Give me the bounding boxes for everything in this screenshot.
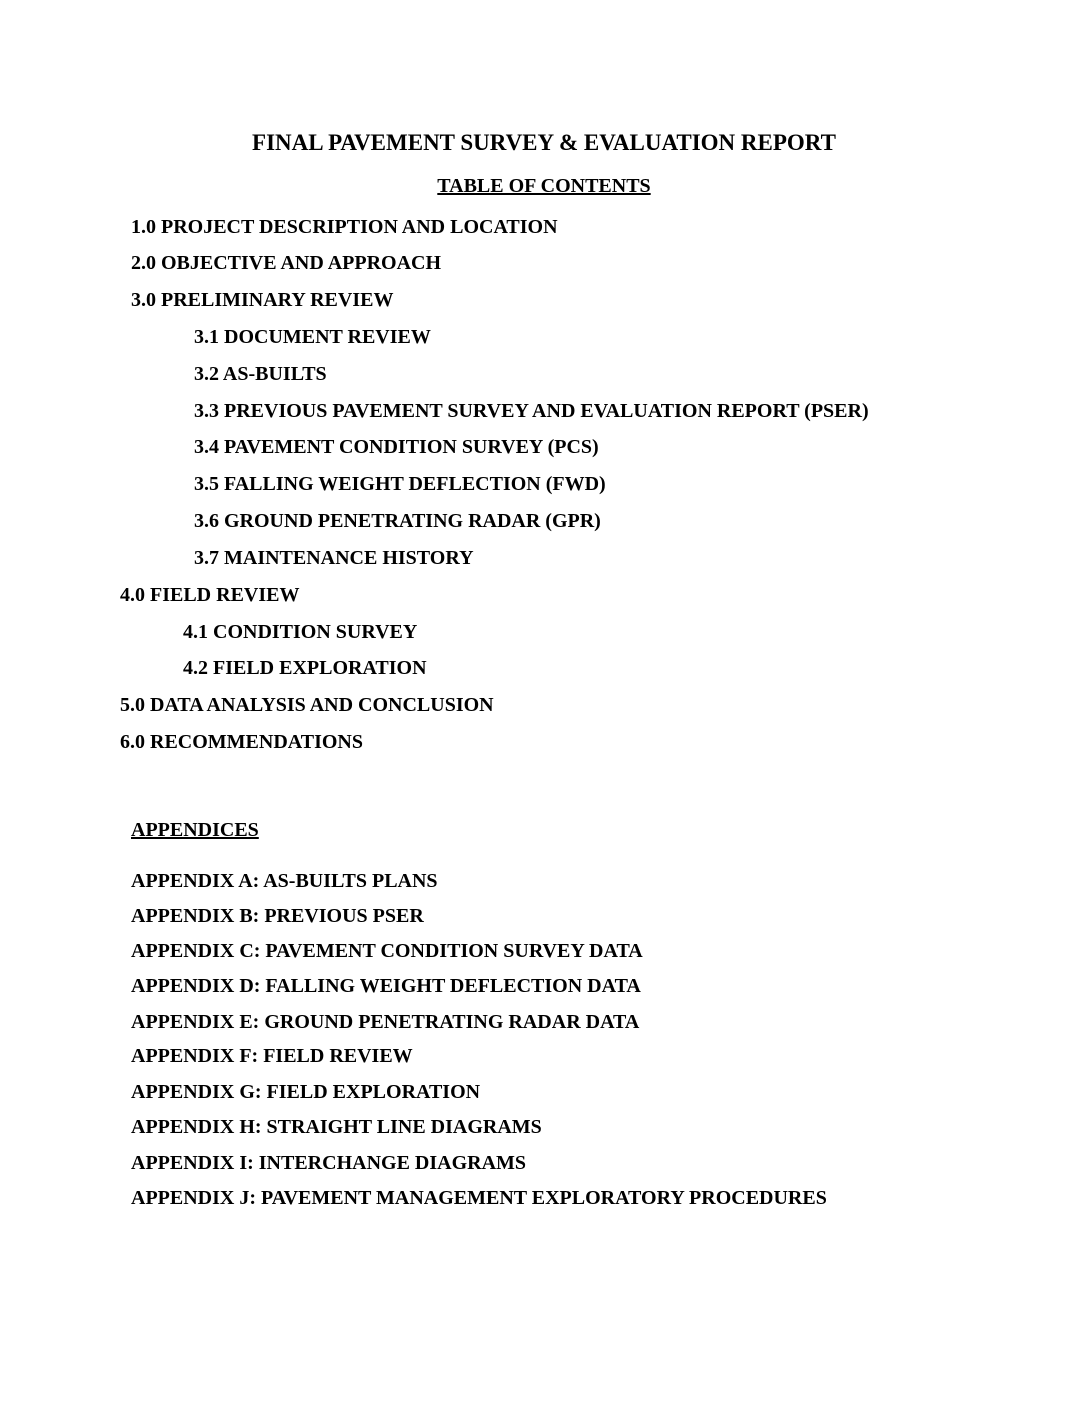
toc-item-3-7: 3.7 MAINTENANCE HISTORY xyxy=(194,547,474,569)
appendices-heading: APPENDICES xyxy=(131,819,259,841)
toc-item-4-2: 4.2 FIELD EXPLORATION xyxy=(183,657,427,679)
toc-item-5-0: 5.0 DATA ANALYSIS AND CONCLUSION xyxy=(120,694,494,716)
appendix-a: APPENDIX A: AS-BUILTS PLANS xyxy=(131,870,438,892)
toc-item-3-1: 3.1 DOCUMENT REVIEW xyxy=(194,326,431,348)
appendix-h: APPENDIX H: STRAIGHT LINE DIAGRAMS xyxy=(131,1116,542,1138)
toc-heading: TABLE OF CONTENTS xyxy=(437,175,651,197)
appendix-i: APPENDIX I: INTERCHANGE DIAGRAMS xyxy=(131,1152,527,1174)
appendix-b: APPENDIX B: PREVIOUS PSER xyxy=(131,905,424,927)
appendix-g: APPENDIX G: FIELD EXPLORATION xyxy=(131,1081,481,1103)
toc-item-3-2: 3.2 AS-BUILTS xyxy=(194,363,327,385)
appendix-f: APPENDIX F: FIELD REVIEW xyxy=(131,1045,413,1067)
toc-item-3-3: 3.3 PREVIOUS PAVEMENT SURVEY AND EVALUATION REPORT (PSER) xyxy=(194,400,869,422)
toc-item-2-0: 2.0 OBJECTIVE AND APPROACH xyxy=(131,252,442,274)
appendix-d: APPENDIX D: FALLING WEIGHT DEFLECTION DATA xyxy=(131,975,641,997)
toc-item-6-0: 6.0 RECOMMENDATIONS xyxy=(120,731,363,753)
toc-item-4-0: 4.0 FIELD REVIEW xyxy=(120,584,300,606)
toc-item-1-0: 1.0 PROJECT DESCRIPTION AND LOCATION xyxy=(131,216,558,238)
appendix-j: APPENDIX J: PAVEMENT MANAGEMENT EXPLORATORY PROCEDURES xyxy=(131,1187,827,1209)
toc-item-3-0: 3.0 PRELIMINARY REVIEW xyxy=(131,289,394,311)
appendix-c: APPENDIX C: PAVEMENT CONDITION SURVEY DATA xyxy=(131,940,643,962)
report-title: FINAL PAVEMENT SURVEY & EVALUATION REPORT xyxy=(252,130,836,155)
toc-item-3-6: 3.6 GROUND PENETRATING RADAR (GPR) xyxy=(194,510,601,532)
toc-item-3-5: 3.5 FALLING WEIGHT DEFLECTION (FWD) xyxy=(194,473,606,495)
toc-item-4-1: 4.1 CONDITION SURVEY xyxy=(183,621,418,643)
toc-item-3-4: 3.4 PAVEMENT CONDITION SURVEY (PCS) xyxy=(194,436,599,458)
appendix-e: APPENDIX E: GROUND PENETRATING RADAR DATA xyxy=(131,1011,640,1033)
